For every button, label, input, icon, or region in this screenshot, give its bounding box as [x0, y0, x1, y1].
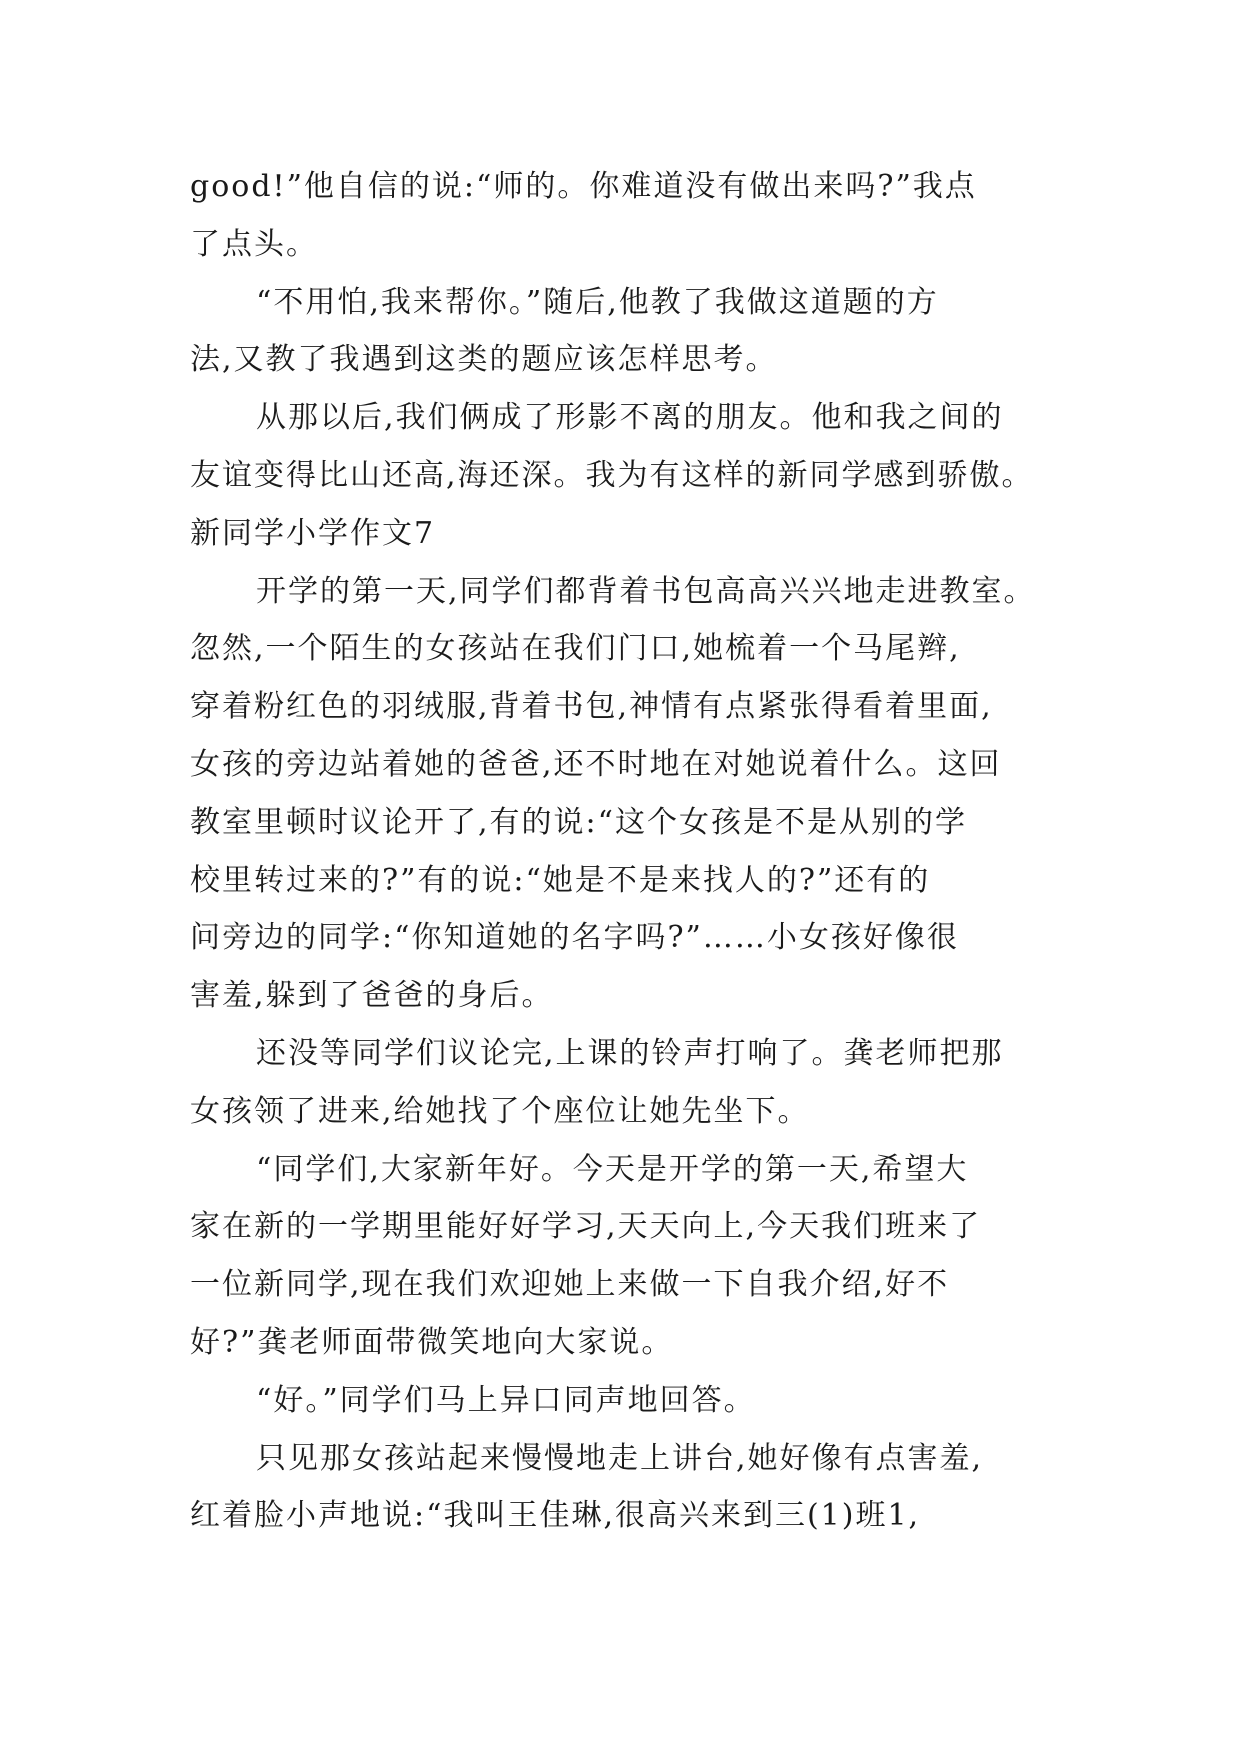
text-line: 只见那女孩站起来慢慢地走上讲台,她好像有点害羞,	[256, 1440, 984, 1476]
text-line: 新同学小学作文7	[190, 515, 436, 551]
text-line: “不用怕,我来帮你。”随后,他教了我做这道题的方	[256, 284, 939, 320]
text-line: 问旁边的同学:“你知道她的名字吗?”……小女孩好像很	[190, 920, 959, 956]
text-line: 友谊变得比山还高,海还深。我为有这样的新同学感到骄傲。	[190, 457, 1034, 493]
text-line: 害羞,躲到了爸爸的身后。	[190, 978, 554, 1014]
text-line: 从那以后,我们俩成了形影不离的朋友。他和我之间的	[256, 400, 1004, 436]
text-line: 穿着粉红色的羽绒服,背着书包,神情有点紧张得看着里面,	[190, 689, 993, 725]
text-line: 开学的第一天,同学们都背着书包高高兴兴地走进教室。	[256, 573, 1036, 609]
text-line: 一位新同学,现在我们欢迎她上来做一下自我介绍,好不	[190, 1267, 950, 1303]
text-line: “好。”同学们马上异口同声地回答。	[256, 1382, 756, 1418]
text-line: 法,又教了我遇到这类的题应该怎样思考。	[190, 342, 778, 378]
text-line: 校里转过来的?”有的说:“她是不是来找人的?”还有的	[190, 862, 931, 898]
text-line: 了点头。	[190, 226, 318, 262]
text-line: 忽然,一个陌生的女孩站在我们门口,她梳着一个马尾辫,	[190, 631, 961, 667]
text-line: 女孩领了进来,给她找了个座位让她先坐下。	[190, 1093, 810, 1129]
text-line: “同学们,大家新年好。今天是开学的第一天,希望大	[256, 1151, 969, 1187]
text-line: 家在新的一学期里能好好学习,天天向上,今天我们班来了	[190, 1209, 982, 1245]
text-line: 教室里顿时议论开了,有的说:“这个女孩是不是从别的学	[190, 804, 967, 840]
text-line: 好?”龚老师面带微笑地向大家说。	[190, 1324, 674, 1360]
essay-text	[190, 158, 1070, 1545]
text-line: 女孩的旁边站着她的爸爸,还不时地在对她说着什么。这回	[190, 746, 1002, 782]
text-line: 还没等同学们议论完,上课的铃声打响了。龚老师把那	[256, 1035, 1004, 1071]
text-line: good!”他自信的说:“师的。你难道没有做出来吗?”我点	[190, 169, 977, 204]
text-line: 红着脸小声地说:“我叫王佳琳,很高兴来到三(1)班1,	[190, 1498, 921, 1534]
